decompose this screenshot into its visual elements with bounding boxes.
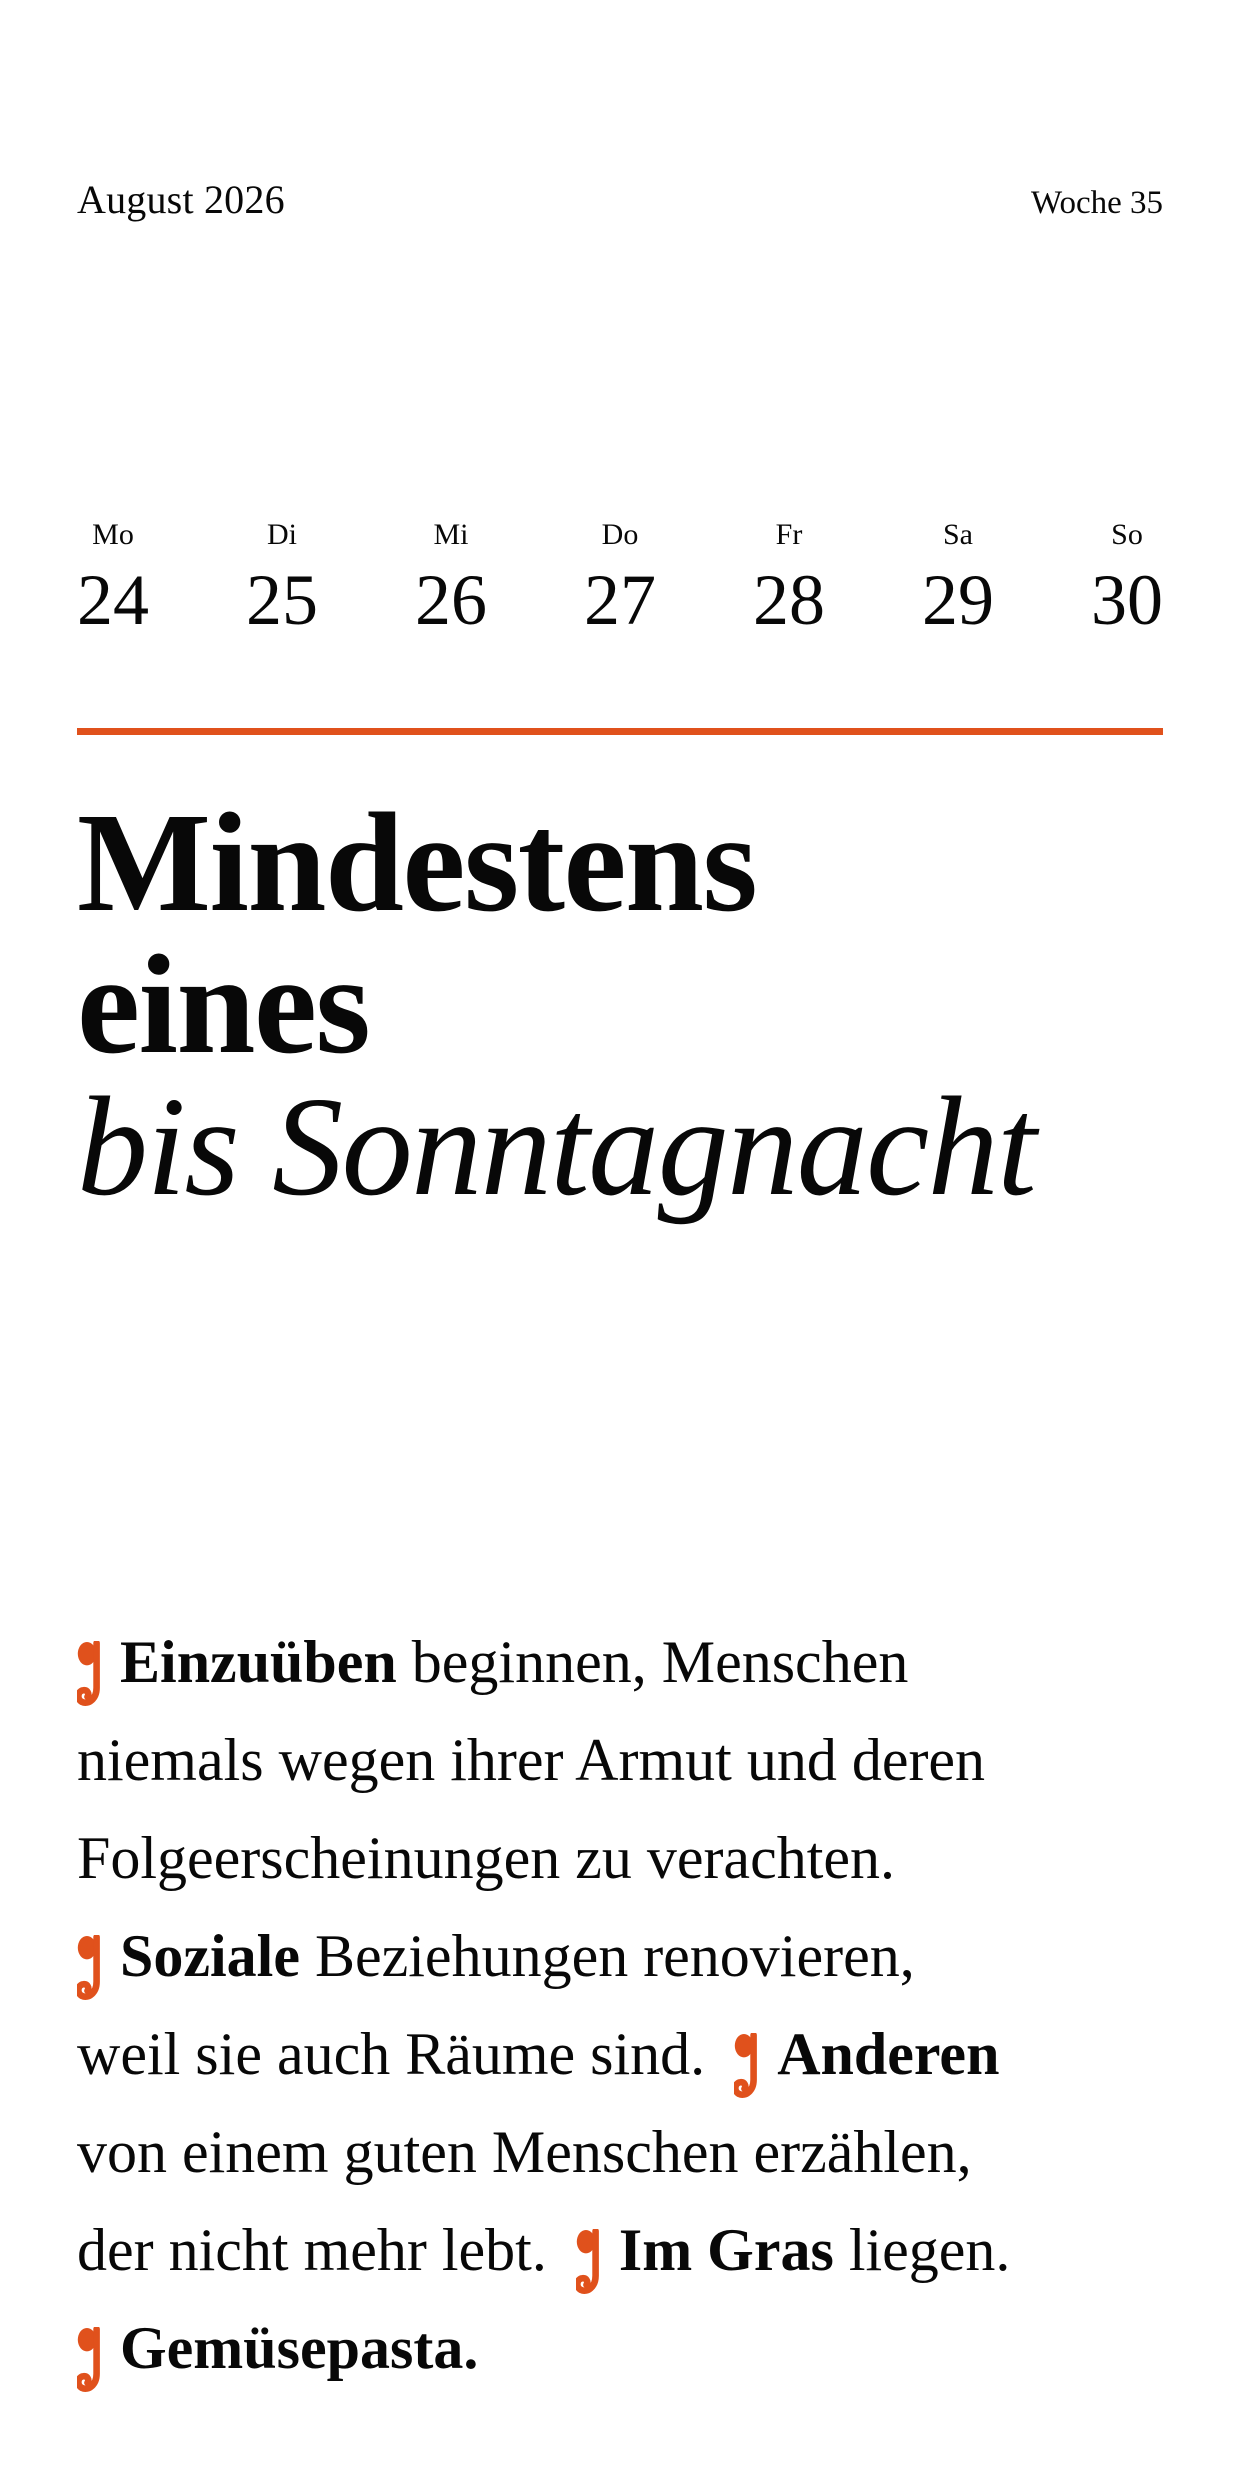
note-lead-bold: Einzuüben — [120, 1629, 397, 1695]
day-number: 25 — [246, 560, 318, 640]
paragraph-mark-icon — [77, 1935, 105, 2001]
page-title — [77, 783, 1163, 1225]
title-line-3-italic: bis Sonntagnacht — [77, 1067, 1036, 1225]
note-lead-bold: Im Gras — [618, 2217, 834, 2283]
notes-line — [77, 1613, 1163, 1711]
notes-line — [77, 2005, 1163, 2103]
title-line-2: eines — [77, 925, 370, 1083]
note-text: Beziehungen renovieren, — [314, 1923, 915, 1989]
title-line-1: Mindestens — [77, 783, 757, 941]
accent-divider-rule — [77, 728, 1163, 735]
day-cell-sunday — [1091, 518, 1163, 640]
note-lead-bold: Anderen — [777, 2021, 1000, 2087]
day-cell-thursday — [584, 518, 656, 640]
paragraph-mark-icon — [576, 2229, 604, 2295]
note-text: beginnen, Menschen — [411, 1629, 909, 1695]
day-cell-monday — [77, 518, 149, 640]
day-name-label: Mi — [433, 518, 469, 551]
week-number-label: Woche 35 — [1030, 185, 1163, 221]
notes-paragraph — [77, 1613, 1163, 2397]
paragraph-mark-icon — [734, 2033, 762, 2099]
day-cell-friday — [753, 518, 825, 640]
day-name-label: Mo — [92, 518, 134, 551]
note-lead-bold: Gemüsepasta. — [120, 2315, 479, 2381]
note-text: Folgeerscheinungen zu verachten. — [77, 1825, 895, 1891]
notes-line — [77, 2201, 1163, 2299]
notes-line — [77, 2103, 1163, 2201]
day-number: 30 — [1091, 560, 1163, 640]
notes-line — [77, 1711, 1163, 1809]
note-text: weil sie auch Räume sind. — [77, 2021, 706, 2087]
month-year-label: August 2026 — [77, 177, 285, 222]
notes-line — [77, 1809, 1163, 1907]
note-text: von einem guten Menschen erzählen, — [77, 2119, 972, 2185]
day-number: 28 — [753, 560, 825, 640]
day-cell-tuesday — [246, 518, 318, 640]
day-name-label: Fr — [775, 518, 803, 551]
day-number: 26 — [415, 560, 487, 640]
day-cell-wednesday — [415, 518, 487, 640]
paragraph-mark-icon — [77, 1641, 105, 1707]
note-text: niemals wegen ihrer Armut und deren — [77, 1727, 986, 1793]
note-text: liegen. — [848, 2217, 1011, 2283]
notes-line — [77, 2299, 1163, 2397]
day-name-label: So — [1111, 518, 1143, 551]
day-number: 27 — [584, 560, 656, 640]
day-cell-saturday — [922, 518, 994, 640]
notes-line — [77, 1907, 1163, 2005]
week-calendar-row — [77, 518, 1163, 640]
day-number: 24 — [77, 560, 149, 640]
paragraph-mark-icon — [77, 2327, 105, 2393]
day-name-label: Sa — [943, 518, 973, 551]
note-lead-bold: Soziale — [120, 1923, 300, 1989]
day-number: 29 — [922, 560, 994, 640]
note-text: der nicht mehr lebt. — [77, 2217, 547, 2283]
day-name-label: Di — [267, 518, 297, 551]
page-header — [77, 0, 1163, 220]
day-name-label: Do — [601, 518, 639, 551]
